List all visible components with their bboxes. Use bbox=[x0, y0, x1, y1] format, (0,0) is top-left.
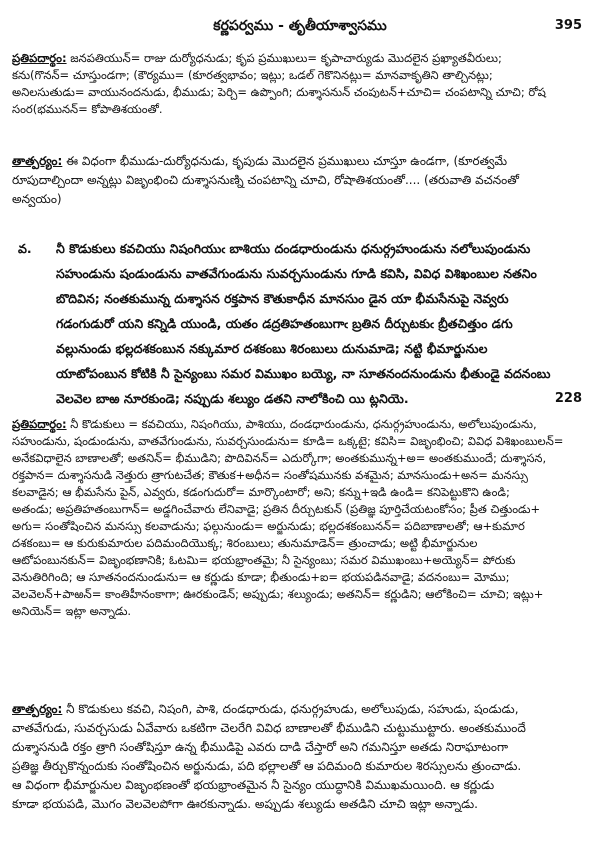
tatparyam-label: తాత్పర్యం: bbox=[12, 702, 63, 716]
verse-line: యాటోపంబున కోటికి నీ సైన్యంబు సమర విముఖం బయ్యె, నా సూతనందనుండును భీతుండై వదనంబు bbox=[56, 366, 551, 381]
text-line: దుశ్శాసనుడి రక్తం త్రాగి సంతోషిస్తూ ఉన్న భీముడిపై ఎవరు దాడి చేస్తారో అని గమనిస్తూ అతడు నిరాఘాటంగా bbox=[12, 740, 509, 754]
verse-number: 228 bbox=[554, 391, 582, 406]
text-line: ఆ విధంగా భీమార్జునుల విజృంభణంతో భయభ్రాంతమైన నీ సైన్యం యుద్ధానికి విముఖమయింది. ఆ కర్ణుడు bbox=[12, 778, 495, 792]
text-line: అతండు; అప్రతిహతంబుగాన్= అడ్డగించేవారు లేనివాడై; ప్రతిన దీర్చుటకున్ (ప్రతిజ్ఞ పూర్తిచేయటంకోసం; ప్రీత చిత్తుండు+ bbox=[12, 502, 541, 516]
text-line: కలవాడైన; ఆ భీమసేను పైన్, ఎవ్వరు, కడంగుదురో= మార్కొంటారో; అని; కన్ను+ఇడి ఉండి= కనిపెట్టుకొని ఉండి; bbox=[12, 485, 510, 499]
text-line: ప్రతిపదార్థం: జనపతియున్= రాజు దుర్యోధనుడు; కృప ప్రముఖులు= కృపాచార్యుడు మొదలైన ప్రఖ్యాతవీరులు; bbox=[12, 51, 502, 65]
text-line: తాత్పర్యం: ఈ విధంగా భీముడు-దుర్యోధనుడు, కృపుడు మొదలైన ప్రముఖులు చూస్తూ ఉండగా, (కూరత్వమే bbox=[12, 154, 508, 168]
verse-line: బొదివిన; నంతకుమున్న దుశ్శాసన రక్తపాన కౌతుకాధీన మానసుం డైన యా భీమసేనుపై నెవ్వరు bbox=[56, 291, 509, 306]
verse-line: వెలవెల బాఱ నూరకుండె; నప్పుడు శల్యుం డతని నాలోకించి యి ట్లనియె. 228 bbox=[18, 386, 582, 411]
text-line: ప్రతిజ్ఞ తీర్చుకొన్నందుకు సంతోషించిన అర్జునుడు, పది భల్లాలతో ఆ పదిమంది కుమారుల శిరస్సులను త్రుంచాడు. bbox=[12, 759, 522, 773]
text-line: ఆటోపంబునకున్= విజృంభణానికి; ఓటమి= భయభ్రాంతమై; నీ సైన్యంబు; సమర విముఖంబు+అయ్యెన్= పోరుకు bbox=[12, 553, 516, 567]
tatparyam-section-2 bbox=[12, 700, 582, 814]
text-line: రక్తపాన= దుశ్శాసనుడి నెత్తురు త్రాగుటచేత; కౌతుక+అధీన= సంతోషమునకు వశమైన; మానసుండు+అన= మనస్సు bbox=[12, 468, 528, 482]
text-line: వెనుతిరిగింది; ఆ సూతనందనుండును= ఆ కర్ణుడు కూడా; భీతుండు+ఐ= భయపడినవాడై; వదనంబు= మోము; bbox=[12, 570, 510, 584]
text-line: వాతవేగుడు, సువర్చసుడు ఏవేవారు ఒకటిగా చెలరేగి వివిధ బాణాలతో భీముడిని చుట్టుముట్టారు. అంతకుముందే bbox=[12, 721, 526, 735]
tatparyam-section-1 bbox=[12, 152, 582, 209]
page-number: 395 bbox=[554, 18, 582, 33]
text-line: రూపుదాల్చిందా అన్నట్లు విజృంభించి దుశ్శాసనుణ్ని చంపటాన్ని చూచి, రోషాతిశయంతో.... (తరువాతి వచనంతో bbox=[12, 173, 519, 187]
verse-line: వల్లునుండు భల్లదశకంబున నక్కుమార దశకంబు శిరంబులు దునుమాడె; నట్టి భీమార్జునుల bbox=[56, 341, 488, 356]
verse-line: వ. నీ కొడుకులు కవచియు నిషంగియుఁ బాశియు దండధారుండును ధనుర్గ్రహుండును నలోలుపుండును bbox=[18, 236, 582, 261]
text-line: సహుండును, షండుండును, వాతవేగుండును, సువర్చసుండును= కూడి= ఒక్కటై; కవిసి= విజృంభించి; వివిధ విశిఖంబులన్= bbox=[12, 434, 564, 448]
page-header bbox=[0, 18, 600, 40]
text-line: అన్వయం) bbox=[12, 192, 62, 206]
pratipadartham-section-1 bbox=[12, 50, 582, 118]
text-line: కూడా భయపడి, మొగం వెలవెలపోగా ఊరకున్నాడు. అప్పుడు శల్యుడు అతడిని చూచి ఇట్లా అన్నాడు. bbox=[12, 797, 478, 811]
text-line: సంర(భమునన్= కోపాతిశయంతో. bbox=[12, 102, 163, 116]
verse-line: సహుండును షండుండును వాతవేగుండును సువర్చసుండును గూడి కవిసి, వివిధ విశిఖంబుల నతనిం bbox=[56, 266, 537, 281]
text-line: అనియెన్= ఇట్లా అన్నాడు. bbox=[12, 604, 132, 618]
running-title: కర్ణపర్వము - తృతీయాశ్వాసము bbox=[213, 18, 387, 34]
text-line: అనిలసుతుడు= వాయునందనుడు, భీముడు; పెర్చి= ఉప్పొంగి; దుశ్శాసనున్ చంపుటన్+చూచి= చంపటాన్ని చూచి; రోష bbox=[12, 85, 546, 99]
text-line: అనేకవిధాలైన బాణాలతో; అతనిన్= భీముడిని; పొదివినన్= ఎదుర్కోగా; అంతకుమున్న+అ= అంతకుముందే; దుశ్శాసన, bbox=[12, 451, 547, 465]
verse-label: వ. bbox=[18, 241, 32, 256]
text-line: దశకంబు= ఆ కురుకుమారుల పదిమందియొక్క; శిరంబులు; తునుమాడెన్= త్రుంచాడు; అట్టి భీమార్జునుల bbox=[12, 536, 478, 550]
text-line: అగు= సంతోషించిన మనస్సు కలవాడును; ఫల్గునుండు= అర్జునుడు; భల్లదశకంబునన్= పదిబాణాలతో; ఆ+కుమార bbox=[12, 519, 525, 533]
pratipadartham-section-2 bbox=[12, 416, 582, 620]
verse-section bbox=[18, 236, 582, 411]
text-line: కను(గొనన్= చూస్తుండగా; (కౌర్యము= (కూరత్వభావం; ఇట్లు; ఒడల్ గెకొనినట్లు= మానవాకృతిని తాల్చినట్లు; bbox=[12, 68, 493, 82]
verse-line: గడంగుడురో యని కన్నిడి యుండి, యతం డద్రతిహతంబుగాఁ బ్రతిన దీర్చుటకుఁ బ్రీతచిత్తుం డగు bbox=[56, 316, 513, 331]
text-line: తాత్పర్యం: నీ కొడుకులు కవచి, నిషంగి, పాశి, దండధారుడు, ధనుర్గ్రహుడు, అలోలుపుడు, సహుడు, షండుడు, bbox=[12, 702, 519, 716]
text-line: వెలవెలన్+పాఱన్= కాంతిహీనంకాగా; ఊరకుండెన్; అప్పుడు; శల్యుండు; అతనిన్= కర్ణుడిని; ఆలోకించి= చూచి; ఇట్లు+ bbox=[12, 587, 544, 601]
tatparyam-label: తాత్పర్యం: bbox=[12, 154, 63, 168]
text-line: ప్రతిపదార్థం: నీ కొడుకులు = కవచియు, నిషంగియు, పాశియు, దండధారుండును, ధనుర్గ్రహుండును, అలోలుపుండును, bbox=[12, 417, 537, 431]
pratipadartham-label: ప్రతిపదార్థం: bbox=[12, 417, 67, 431]
pratipadartham-label: ప్రతిపదార్థం: bbox=[12, 51, 67, 65]
